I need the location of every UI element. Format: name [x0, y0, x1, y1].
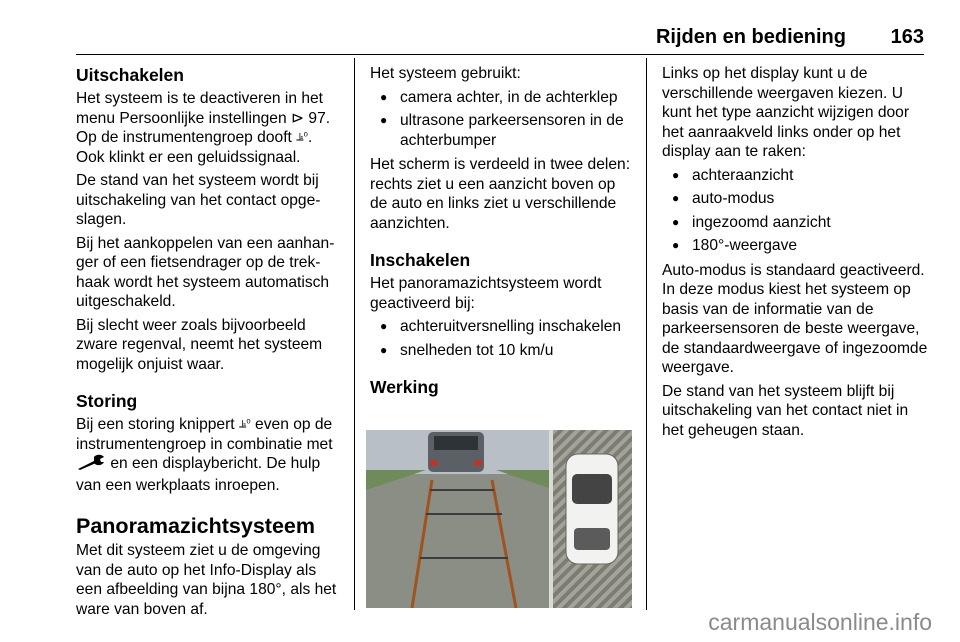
list-item: ● ultrasone parkeersensoren in de achterbumper	[370, 111, 636, 150]
heading-inschakelen: Inschakelen	[370, 250, 471, 270]
text: Bij een storing knippert	[76, 416, 239, 433]
paragraph-state-not-stored: De stand van het systeem blijft bij uitschakeling van het contact niet in het geheugen staan.	[662, 382, 909, 439]
list-item: ● auto-modus	[662, 189, 928, 209]
list-item: ● achteruitversnelling inschakelen	[370, 317, 636, 337]
watermark: carmanualsonline.info	[708, 609, 932, 635]
camera-indicator-icon: ⫡⁰	[296, 131, 308, 143]
camera-indicator-icon: ⫡⁰	[238, 418, 251, 430]
chapter-title: Rijden en bediening	[655, 26, 846, 48]
list-item: ● achteraanzicht	[662, 166, 928, 186]
list-item: ● camera achter, in de achterklep	[370, 88, 636, 108]
paragraph-weather: Bij slecht weer zoals bijvoorbeeld zware regenval, neemt het systeem mogelijk onjuist waar.	[76, 316, 323, 373]
text: . Ook klinkt er een geluidssignaal.	[76, 129, 313, 166]
paragraph-fault	[76, 415, 344, 495]
panorama-display-illustration	[366, 430, 632, 608]
text: even op de instrumentengroep in combinatie met	[76, 416, 333, 453]
paragraph-deactivate	[76, 89, 344, 167]
paragraph-stored-state: De stand van het systeem wordt bij uitschakeling van het contact opgeslagen.	[76, 172, 321, 228]
paragraph-activation: Het panoramazichtsysteem wordt geactiveerd bij:	[370, 275, 602, 312]
paragraph-trailer: Bij het aankoppelen van een aanhanger of een fietsendrager op de trekhaak wordt het systeem automatisch uitgeschakeld.	[76, 234, 335, 310]
page-reference-arrow-icon: ⊳	[290, 109, 305, 127]
column-3	[662, 64, 928, 444]
column-1	[76, 64, 344, 623]
column-2	[370, 64, 636, 401]
list-item: ● 180°-weergave	[662, 236, 928, 256]
list-item: ● ingezoomd aanzicht	[662, 213, 928, 233]
column-divider-1	[354, 58, 355, 610]
panorama-display-figure	[366, 430, 632, 608]
column-divider-2	[646, 58, 647, 610]
text: 97. Op de instrumentengroep dooft	[76, 109, 331, 146]
header-rule	[76, 54, 924, 55]
wrench-icon	[76, 454, 106, 476]
page-number: 163	[890, 26, 924, 48]
list-system-components	[370, 88, 636, 151]
heading-uitschakelen: Uitschakelen	[76, 65, 184, 85]
list-item: ● snelheden tot 10 km/u	[370, 341, 636, 361]
heading-werking: Werking	[370, 377, 439, 397]
list-view-types	[662, 166, 928, 256]
heading-panoramazichtsysteem: Panoramazichtsysteem	[76, 514, 315, 538]
text: en een displaybericht. De hulp van een werkplaats inroepen.	[76, 455, 321, 494]
paragraph-view-selection: Links op het display kunt u de verschillende weergaven kiezen. U kunt het type aanzicht wijzigen door het aanraakveld links onder op het display aan te raken:	[662, 65, 910, 160]
paragraph-auto-mode: Auto-modus is standaard geactiveerd. In deze modus kiest het systeem op basis van de informatie van de parkeersensoren de beste weergave, de standaardweergave of ingezoomde weergave.	[662, 261, 928, 376]
paragraph-panorama-intro: Met dit systeem ziet u de omgeving van de auto op het Info-Display als een afbeelding van bijna 180°, als het ware van boven af.	[76, 542, 337, 618]
paragraph-screen-split: Het scherm is verdeeld in twee delen: rechts ziet u een aanzicht boven op de auto en links ziet u verschillende aanzichten.	[370, 156, 631, 232]
list-activation-conditions	[370, 317, 636, 360]
text: Het systeem is te deactiveren in het menu Persoonlijke instellingen	[76, 90, 324, 127]
heading-storing: Storing	[76, 391, 138, 411]
paragraph-system-uses: Het systeem gebruikt:	[370, 65, 521, 82]
page-header	[76, 26, 924, 56]
